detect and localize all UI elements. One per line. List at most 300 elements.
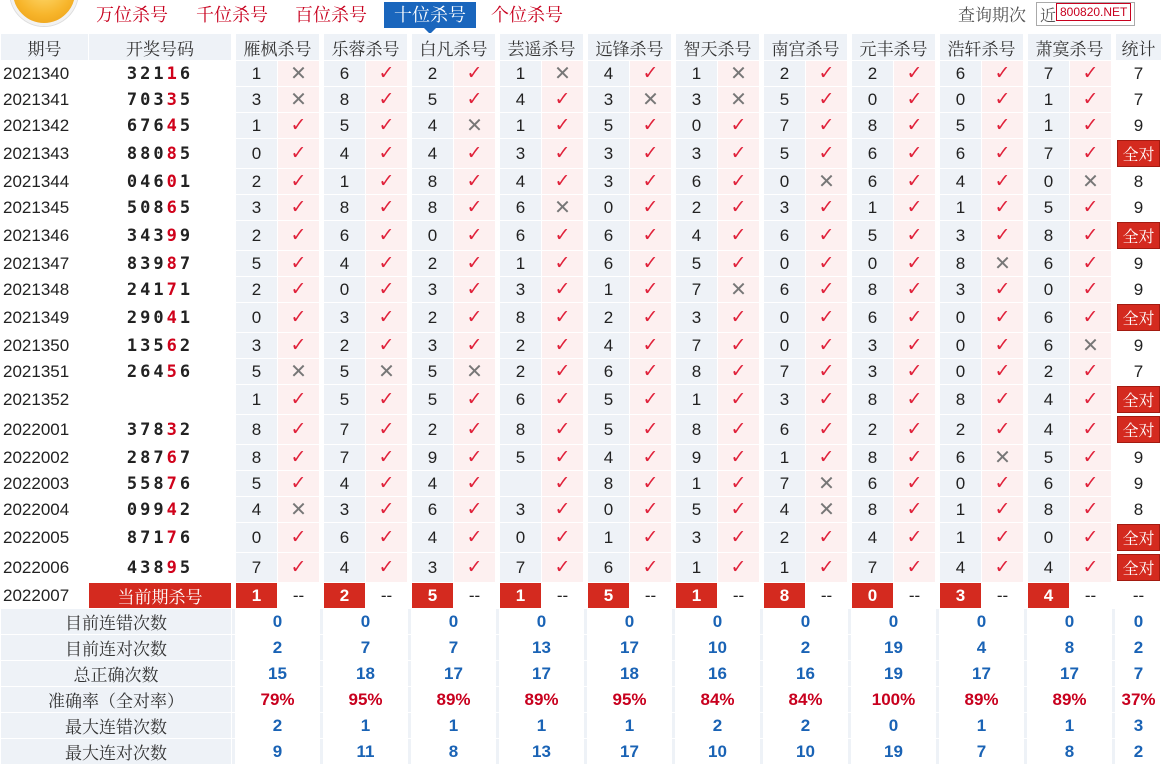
kill-digit: 7 bbox=[676, 333, 718, 359]
kill-digit: 5 bbox=[588, 385, 630, 415]
check-icon: ✓ bbox=[718, 221, 760, 251]
check-icon: ✓ bbox=[894, 385, 936, 415]
draw-digit: 5 bbox=[179, 557, 194, 578]
kill-digit: 3 bbox=[588, 87, 630, 113]
draw-digit: 6 bbox=[179, 473, 194, 494]
period-cell: 2021346 bbox=[1, 221, 89, 251]
kill-digit: 1 bbox=[764, 553, 806, 583]
kill-digit: 7 bbox=[764, 471, 806, 497]
kill-digit: 8 bbox=[1028, 497, 1070, 523]
cross-icon: ✕ bbox=[542, 195, 584, 221]
query-period-select[interactable]: 近 bbox=[1036, 2, 1135, 26]
check-icon: ✓ bbox=[630, 303, 672, 333]
check-icon: ✓ bbox=[542, 471, 584, 497]
stat-cell: 9 bbox=[1116, 277, 1162, 303]
current-kill-digit: 1 bbox=[500, 583, 542, 609]
stat-cell bbox=[1116, 553, 1162, 583]
check-icon: ✓ bbox=[366, 87, 408, 113]
check-icon: ✓ bbox=[1070, 303, 1112, 333]
check-icon: ✓ bbox=[982, 553, 1024, 583]
check-icon: ✓ bbox=[718, 169, 760, 195]
kill-digit: 7 bbox=[324, 445, 366, 471]
kill-digit: 0 bbox=[236, 523, 278, 553]
summary-value: 8 bbox=[1028, 635, 1112, 661]
kill-digit: 3 bbox=[588, 169, 630, 195]
check-icon: ✓ bbox=[1070, 385, 1112, 415]
summary-value: 15 bbox=[236, 661, 320, 687]
check-icon: ✓ bbox=[982, 221, 1024, 251]
cross-icon: ✕ bbox=[542, 61, 584, 87]
summary-value: 0 bbox=[676, 609, 760, 635]
summary-row bbox=[1, 687, 1162, 713]
period-cell: 2021350 bbox=[1, 333, 89, 359]
period-cell: 2022006 bbox=[1, 553, 89, 583]
draw-digit: 1 bbox=[166, 63, 180, 84]
check-icon: ✓ bbox=[806, 445, 848, 471]
draw-digit: 0 bbox=[166, 171, 180, 192]
kill-digit: 6 bbox=[324, 221, 366, 251]
check-icon: ✓ bbox=[454, 497, 496, 523]
check-icon: ✓ bbox=[630, 385, 672, 415]
draw-digit: 6 bbox=[153, 171, 167, 192]
summary-value: 17 bbox=[412, 661, 496, 687]
summary-value: 2 bbox=[236, 635, 320, 661]
draw-digit: 3 bbox=[126, 419, 141, 440]
cross-icon: ✕ bbox=[718, 277, 760, 303]
kill-digit: 6 bbox=[588, 553, 630, 583]
draw-digit: 1 bbox=[179, 307, 194, 328]
summary-value: 4 bbox=[940, 635, 1024, 661]
summary-row bbox=[1, 609, 1162, 635]
draw-number-cell bbox=[89, 553, 232, 583]
draw-digit: 7 bbox=[166, 473, 180, 494]
kill-digit: 4 bbox=[588, 333, 630, 359]
stat-cell bbox=[1116, 221, 1162, 251]
check-icon: ✓ bbox=[982, 415, 1024, 445]
stat-cell: 9 bbox=[1116, 113, 1162, 139]
check-icon: ✓ bbox=[1070, 87, 1112, 113]
cross-icon: ✕ bbox=[718, 61, 760, 87]
kill-digit: 0 bbox=[764, 169, 806, 195]
stat-cell bbox=[1116, 523, 1162, 553]
kill-digit: 4 bbox=[324, 139, 366, 169]
check-icon: ✓ bbox=[278, 169, 320, 195]
current-kill-digit: 5 bbox=[412, 583, 454, 609]
summary-value: 0 bbox=[1028, 609, 1112, 635]
kill-digit: 6 bbox=[764, 415, 806, 445]
draw-digit: 8 bbox=[153, 419, 167, 440]
summary-value: 10 bbox=[676, 739, 760, 765]
cross-icon: ✕ bbox=[366, 359, 408, 385]
draw-number-cell bbox=[89, 471, 232, 497]
header-7: 智天杀号 bbox=[676, 34, 760, 61]
draw-number-cell bbox=[89, 277, 232, 303]
check-icon: ✓ bbox=[982, 497, 1024, 523]
check-icon: ✓ bbox=[366, 139, 408, 169]
kill-digit: 1 bbox=[940, 497, 982, 523]
draw-digit: 8 bbox=[126, 143, 141, 164]
kill-digit: 2 bbox=[500, 333, 542, 359]
check-icon: ✓ bbox=[894, 303, 936, 333]
kill-digit: 1 bbox=[1028, 87, 1070, 113]
site-logo[interactable] bbox=[10, 0, 78, 26]
summary-value: 19 bbox=[852, 635, 936, 661]
table-row bbox=[1, 61, 1162, 87]
kill-digit: 4 bbox=[1028, 553, 1070, 583]
draw-digit: 4 bbox=[166, 499, 180, 520]
summary-value: 2 bbox=[236, 713, 320, 739]
kill-digit: 0 bbox=[852, 87, 894, 113]
period-cell: 2021344 bbox=[1, 169, 89, 195]
kill-digit: 4 bbox=[500, 169, 542, 195]
kill-digit: 2 bbox=[676, 195, 718, 221]
check-icon: ✓ bbox=[718, 553, 760, 583]
kill-digit: 0 bbox=[412, 221, 454, 251]
check-icon: ✓ bbox=[982, 303, 1024, 333]
check-icon: ✓ bbox=[630, 139, 672, 169]
kill-digit: 0 bbox=[764, 251, 806, 277]
check-icon: ✓ bbox=[718, 385, 760, 415]
kill-digit: 5 bbox=[588, 113, 630, 139]
draw-digit: 4 bbox=[166, 115, 180, 136]
period-cell: 2021348 bbox=[1, 277, 89, 303]
kill-digit: 1 bbox=[236, 113, 278, 139]
kill-digit: 6 bbox=[500, 195, 542, 221]
table-row bbox=[1, 385, 1162, 415]
check-icon: ✓ bbox=[542, 333, 584, 359]
kill-digit: 0 bbox=[236, 303, 278, 333]
check-icon: ✓ bbox=[982, 333, 1024, 359]
current-kill-digit: 2 bbox=[324, 583, 366, 609]
check-icon: ✓ bbox=[278, 415, 320, 445]
draw-digit: 9 bbox=[179, 225, 194, 246]
cross-icon: ✕ bbox=[982, 445, 1024, 471]
draw-digit: 8 bbox=[126, 527, 141, 548]
tab-1[interactable]: 千位杀号 bbox=[196, 5, 268, 25]
kill-digit: 3 bbox=[940, 221, 982, 251]
draw-number-cell bbox=[89, 359, 232, 385]
period-cell: 2021352 bbox=[1, 385, 89, 415]
summary-value: 0 bbox=[1116, 609, 1162, 635]
check-icon: ✓ bbox=[806, 303, 848, 333]
check-icon: ✓ bbox=[1070, 221, 1112, 251]
kill-digit: 4 bbox=[412, 523, 454, 553]
draw-digit: 9 bbox=[153, 499, 167, 520]
period-cell: 2021351 bbox=[1, 359, 89, 385]
check-icon: ✓ bbox=[982, 169, 1024, 195]
draw-digit: 3 bbox=[126, 225, 141, 246]
draw-digit: 9 bbox=[166, 225, 180, 246]
kill-digit: 6 bbox=[940, 139, 982, 169]
summary-value: 17 bbox=[588, 635, 672, 661]
summary-value: 10 bbox=[676, 635, 760, 661]
pending-cell: -- bbox=[278, 583, 320, 609]
tab-3[interactable]: 十位杀号 bbox=[384, 2, 476, 28]
kill-digit: 5 bbox=[1028, 195, 1070, 221]
check-icon: ✓ bbox=[1070, 277, 1112, 303]
kill-digit: 0 bbox=[764, 333, 806, 359]
kill-digit: 3 bbox=[500, 277, 542, 303]
kill-digit: 5 bbox=[500, 445, 542, 471]
kill-digit: 4 bbox=[852, 523, 894, 553]
check-icon: ✓ bbox=[366, 523, 408, 553]
check-icon: ✓ bbox=[366, 471, 408, 497]
kill-digit: 0 bbox=[764, 303, 806, 333]
check-icon: ✓ bbox=[1070, 195, 1112, 221]
stat-cell: 9 bbox=[1116, 471, 1162, 497]
check-icon: ✓ bbox=[894, 61, 936, 87]
check-icon: ✓ bbox=[806, 61, 848, 87]
summary-row bbox=[1, 661, 1162, 687]
kill-digit: 7 bbox=[764, 113, 806, 139]
draw-digit: 3 bbox=[153, 225, 167, 246]
table-row bbox=[1, 359, 1162, 385]
check-icon: ✓ bbox=[630, 113, 672, 139]
check-icon: ✓ bbox=[454, 61, 496, 87]
all-correct-badge: 全对 bbox=[1117, 416, 1159, 443]
summary-value: 7 bbox=[324, 635, 408, 661]
check-icon: ✓ bbox=[982, 87, 1024, 113]
period-cell: 2021343 bbox=[1, 139, 89, 169]
kill-digit: 0 bbox=[940, 87, 982, 113]
draw-digit: 6 bbox=[179, 527, 194, 548]
draw-digit: 5 bbox=[179, 197, 194, 218]
check-icon: ✓ bbox=[630, 497, 672, 523]
draw-digit: 4 bbox=[126, 557, 141, 578]
summary-label: 最大连对次数 bbox=[1, 739, 232, 765]
summary-value: 18 bbox=[324, 661, 408, 687]
summary-value: 89% bbox=[1028, 687, 1112, 713]
kill-digit: 7 bbox=[236, 553, 278, 583]
draw-digit: 5 bbox=[166, 361, 180, 382]
cross-icon: ✕ bbox=[454, 113, 496, 139]
kill-digit: 3 bbox=[236, 195, 278, 221]
summary-value: 2 bbox=[764, 635, 848, 661]
summary-label: 最大连错次数 bbox=[1, 713, 232, 739]
check-icon: ✓ bbox=[1070, 497, 1112, 523]
cross-icon: ✕ bbox=[718, 87, 760, 113]
current-kill-label: 当前期杀号 bbox=[89, 583, 232, 609]
draw-digit: 8 bbox=[153, 557, 167, 578]
kill-digit: 2 bbox=[236, 221, 278, 251]
check-icon: ✓ bbox=[454, 87, 496, 113]
check-icon: ✓ bbox=[806, 359, 848, 385]
kill-digit: 2 bbox=[412, 251, 454, 277]
check-icon: ✓ bbox=[366, 553, 408, 583]
check-icon: ✓ bbox=[366, 415, 408, 445]
draw-digit: 0 bbox=[153, 307, 167, 328]
summary-value: 89% bbox=[940, 687, 1024, 713]
header-3: 乐蓉杀号 bbox=[324, 34, 408, 61]
stat-cell: 7 bbox=[1116, 87, 1162, 113]
kill-digit: 7 bbox=[1028, 139, 1070, 169]
kill-digit: 6 bbox=[940, 61, 982, 87]
check-icon: ✓ bbox=[542, 87, 584, 113]
check-icon: ✓ bbox=[454, 553, 496, 583]
check-icon: ✓ bbox=[278, 333, 320, 359]
summary-label: 目前连错次数 bbox=[1, 609, 232, 635]
check-icon: ✓ bbox=[454, 415, 496, 445]
summary-value: 1 bbox=[324, 713, 408, 739]
check-icon: ✓ bbox=[542, 497, 584, 523]
kill-digit: 6 bbox=[852, 471, 894, 497]
check-icon: ✓ bbox=[894, 359, 936, 385]
kill-digit: 1 bbox=[324, 169, 366, 195]
kill-digit: 2 bbox=[852, 61, 894, 87]
summary-value: 13 bbox=[500, 635, 584, 661]
check-icon: ✓ bbox=[1070, 139, 1112, 169]
check-icon: ✓ bbox=[630, 333, 672, 359]
summary-value: 7 bbox=[940, 739, 1024, 765]
period-cell: 2022001 bbox=[1, 415, 89, 445]
current-kill-digit: 1 bbox=[236, 583, 278, 609]
stat-cell bbox=[1116, 303, 1162, 333]
check-icon: ✓ bbox=[806, 139, 848, 169]
stat-cell: 9 bbox=[1116, 195, 1162, 221]
kill-digit: 6 bbox=[940, 445, 982, 471]
kill-digit: 7 bbox=[500, 553, 542, 583]
kill-digit: 1 bbox=[676, 471, 718, 497]
check-icon: ✓ bbox=[806, 553, 848, 583]
kill-digit: 0 bbox=[852, 251, 894, 277]
kill-digit: 6 bbox=[676, 169, 718, 195]
kill-digit: 0 bbox=[940, 471, 982, 497]
kill-digit: 0 bbox=[676, 113, 718, 139]
kill-digit: 6 bbox=[1028, 251, 1070, 277]
summary-value: 37% bbox=[1116, 687, 1162, 713]
draw-number-cell bbox=[89, 251, 232, 277]
kill-digit: 5 bbox=[588, 415, 630, 445]
draw-digit: 2 bbox=[179, 335, 194, 356]
draw-digit: 7 bbox=[140, 527, 154, 548]
check-icon: ✓ bbox=[278, 195, 320, 221]
summary-label: 准确率（全对率） bbox=[1, 687, 232, 713]
summary-value: 0 bbox=[852, 609, 936, 635]
kill-digit: 5 bbox=[676, 251, 718, 277]
check-icon: ✓ bbox=[454, 251, 496, 277]
draw-number-cell bbox=[89, 385, 232, 415]
summary-value: 1 bbox=[940, 713, 1024, 739]
draw-digit: 7 bbox=[153, 447, 167, 468]
tab-2[interactable]: 百位杀号 bbox=[295, 5, 367, 25]
kill-digit: 9 bbox=[412, 445, 454, 471]
current-kill-digit: 1 bbox=[676, 583, 718, 609]
kill-digit: 6 bbox=[764, 277, 806, 303]
kill-number-table bbox=[0, 33, 1162, 765]
draw-number-cell bbox=[89, 87, 232, 113]
kill-digit: 2 bbox=[412, 61, 454, 87]
check-icon: ✓ bbox=[542, 359, 584, 385]
kill-digit: 2 bbox=[236, 169, 278, 195]
draw-number-cell bbox=[89, 169, 232, 195]
current-period-row bbox=[1, 583, 1162, 609]
check-icon: ✓ bbox=[454, 385, 496, 415]
check-icon: ✓ bbox=[278, 471, 320, 497]
check-icon: ✓ bbox=[454, 445, 496, 471]
current-kill-digit: 4 bbox=[1028, 583, 1070, 609]
summary-value: 0 bbox=[764, 609, 848, 635]
cross-icon: ✕ bbox=[806, 497, 848, 523]
kill-digit: 2 bbox=[412, 303, 454, 333]
check-icon: ✓ bbox=[278, 139, 320, 169]
summary-value: 13 bbox=[500, 739, 584, 765]
watermark-badge: 800820.NET bbox=[1056, 3, 1131, 21]
kill-digit: 3 bbox=[500, 497, 542, 523]
table-row bbox=[1, 333, 1162, 359]
draw-digit: 6 bbox=[166, 447, 180, 468]
summary-value: 2 bbox=[676, 713, 760, 739]
check-icon: ✓ bbox=[542, 415, 584, 445]
summary-label: 目前连对次数 bbox=[1, 635, 232, 661]
kill-digit: 6 bbox=[852, 169, 894, 195]
table-row bbox=[1, 139, 1162, 169]
kill-digit: 4 bbox=[940, 553, 982, 583]
summary-value: 11 bbox=[324, 739, 408, 765]
summary-value: 2 bbox=[1116, 635, 1162, 661]
check-icon: ✓ bbox=[1070, 415, 1112, 445]
summary-value: 17 bbox=[940, 661, 1024, 687]
summary-row bbox=[1, 635, 1162, 661]
kill-digit: 0 bbox=[588, 497, 630, 523]
check-icon: ✓ bbox=[278, 221, 320, 251]
check-icon: ✓ bbox=[630, 523, 672, 553]
draw-digit: 0 bbox=[153, 143, 167, 164]
check-icon: ✓ bbox=[366, 385, 408, 415]
draw-digit: 7 bbox=[140, 419, 154, 440]
tab-0[interactable]: 万位杀号 bbox=[96, 5, 168, 25]
draw-number-cell bbox=[89, 195, 232, 221]
cross-icon: ✕ bbox=[454, 359, 496, 385]
check-icon: ✓ bbox=[718, 497, 760, 523]
kill-digit: 5 bbox=[236, 359, 278, 385]
draw-digit: 7 bbox=[126, 89, 141, 110]
kill-digit: 4 bbox=[588, 445, 630, 471]
draw-digit: 5 bbox=[179, 89, 194, 110]
header-12: 统计 bbox=[1116, 34, 1162, 61]
draw-digit: 8 bbox=[166, 143, 180, 164]
draw-digit: 0 bbox=[140, 197, 154, 218]
kill-digit: 4 bbox=[412, 139, 454, 169]
check-icon: ✓ bbox=[366, 169, 408, 195]
kill-digit: 7 bbox=[1028, 61, 1070, 87]
check-icon: ✓ bbox=[894, 445, 936, 471]
check-icon: ✓ bbox=[630, 553, 672, 583]
period-cell: 2021345 bbox=[1, 195, 89, 221]
summary-value: 7 bbox=[1116, 661, 1162, 687]
draw-digit: 4 bbox=[166, 307, 180, 328]
pending-cell: -- bbox=[542, 583, 584, 609]
tab-4[interactable]: 个位杀号 bbox=[491, 5, 563, 25]
kill-digit: 6 bbox=[1028, 333, 1070, 359]
stat-cell: 8 bbox=[1116, 169, 1162, 195]
check-icon: ✓ bbox=[630, 277, 672, 303]
draw-digit: 5 bbox=[126, 473, 141, 494]
kill-digit: 6 bbox=[588, 359, 630, 385]
summary-value: 100% bbox=[852, 687, 936, 713]
check-icon: ✓ bbox=[1070, 251, 1112, 277]
draw-digit: 4 bbox=[153, 361, 167, 382]
summary-value: 95% bbox=[324, 687, 408, 713]
draw-digit: 1 bbox=[153, 527, 167, 548]
draw-digit: 1 bbox=[126, 335, 141, 356]
check-icon: ✓ bbox=[806, 415, 848, 445]
pending-cell: -- bbox=[894, 583, 936, 609]
check-icon: ✓ bbox=[278, 553, 320, 583]
kill-digit: 6 bbox=[588, 221, 630, 251]
header-2: 雁枫杀号 bbox=[236, 34, 320, 61]
kill-digit: 5 bbox=[412, 359, 454, 385]
draw-digit: 4 bbox=[140, 225, 154, 246]
